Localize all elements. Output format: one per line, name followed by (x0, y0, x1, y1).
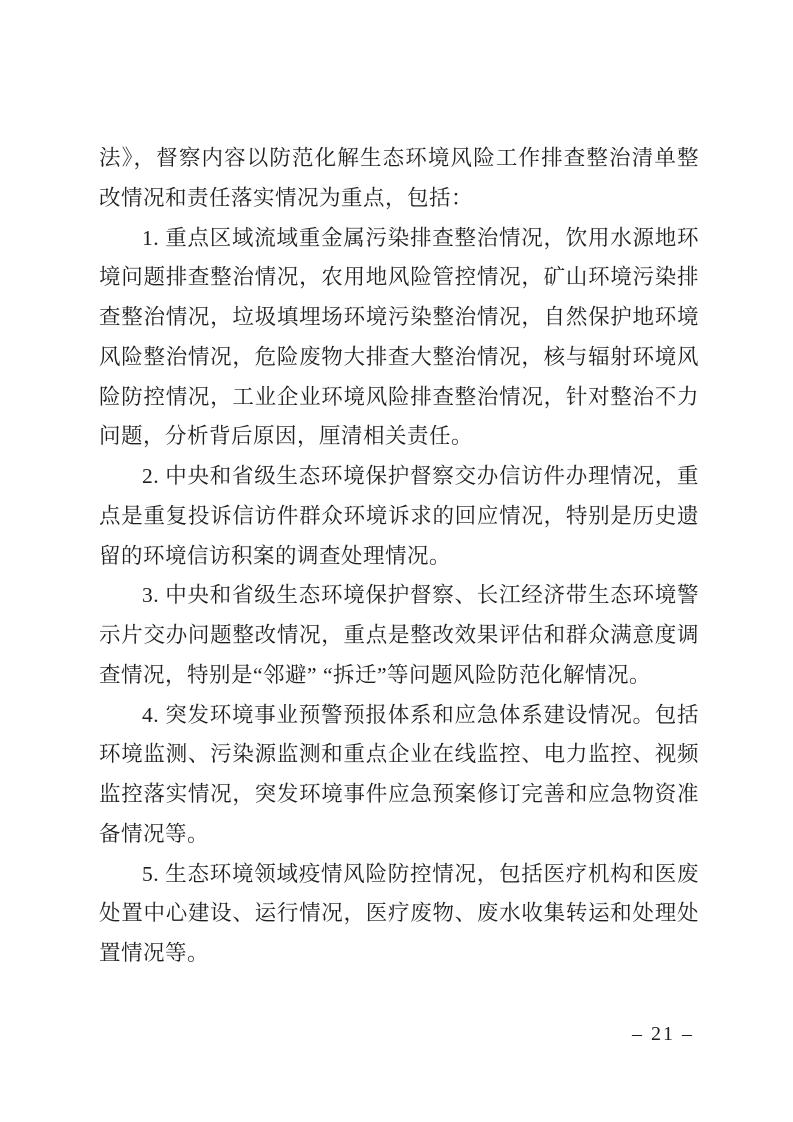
page-number: – 21 – (632, 1023, 694, 1045)
paragraph-item-2: 2. 中央和省级生态环境保护督察交办信访件办理情况，重点是重复投诉信访件群众环境诉求的回应情况，特别是历史遗留的环境信访积案的调查处理情况。 (99, 464, 699, 568)
paragraph-item-4: 4. 突发环境事业预警预报体系和应急体系建设情况。包括环境监测、污染源监测和重点企业在线监控、电力监控、视频监控落实情况，突发环境事件应急预案修订完善和应急物资准备情况等。 (99, 702, 699, 846)
paragraph-item-5: 5. 生态环境领域疫情风险防控情况，包括医疗机构和医废处置中心建设、运行情况，医疗废物、废水收集转运和处理处置情况等。 (99, 861, 699, 965)
paragraph-continuation: 法》，督察内容以防范化解生态环境风险工作排查整治清单整改情况和责任落实情况为重点，包括： (99, 146, 699, 210)
paragraph-item-3: 3. 中央和省级生态环境保护督察、长江经济带生态环境警示片交办问题整改情况，重点是整改效果评估和群众满意度调查情况，特别是“邻避” “拆迁”等问题风险防范化解情况。 (99, 583, 699, 687)
document-body (99, 139, 699, 974)
paragraph-item-1: 1. 重点区域流域重金属污染排查整治情况，饮用水源地环境问题排查整治情况，农用地风险管控情况，矿山环境污染排查整治情况，垃圾填埋场环境污染整治情况，自然保护地环境风险整治情况，危险废物大排查大整治情况，核与辐射环境风险防控情况，工业企业环境风险排查整治情况，针对整治不力问题，分析背后原因，厘清相关责任。 (99, 225, 699, 449)
